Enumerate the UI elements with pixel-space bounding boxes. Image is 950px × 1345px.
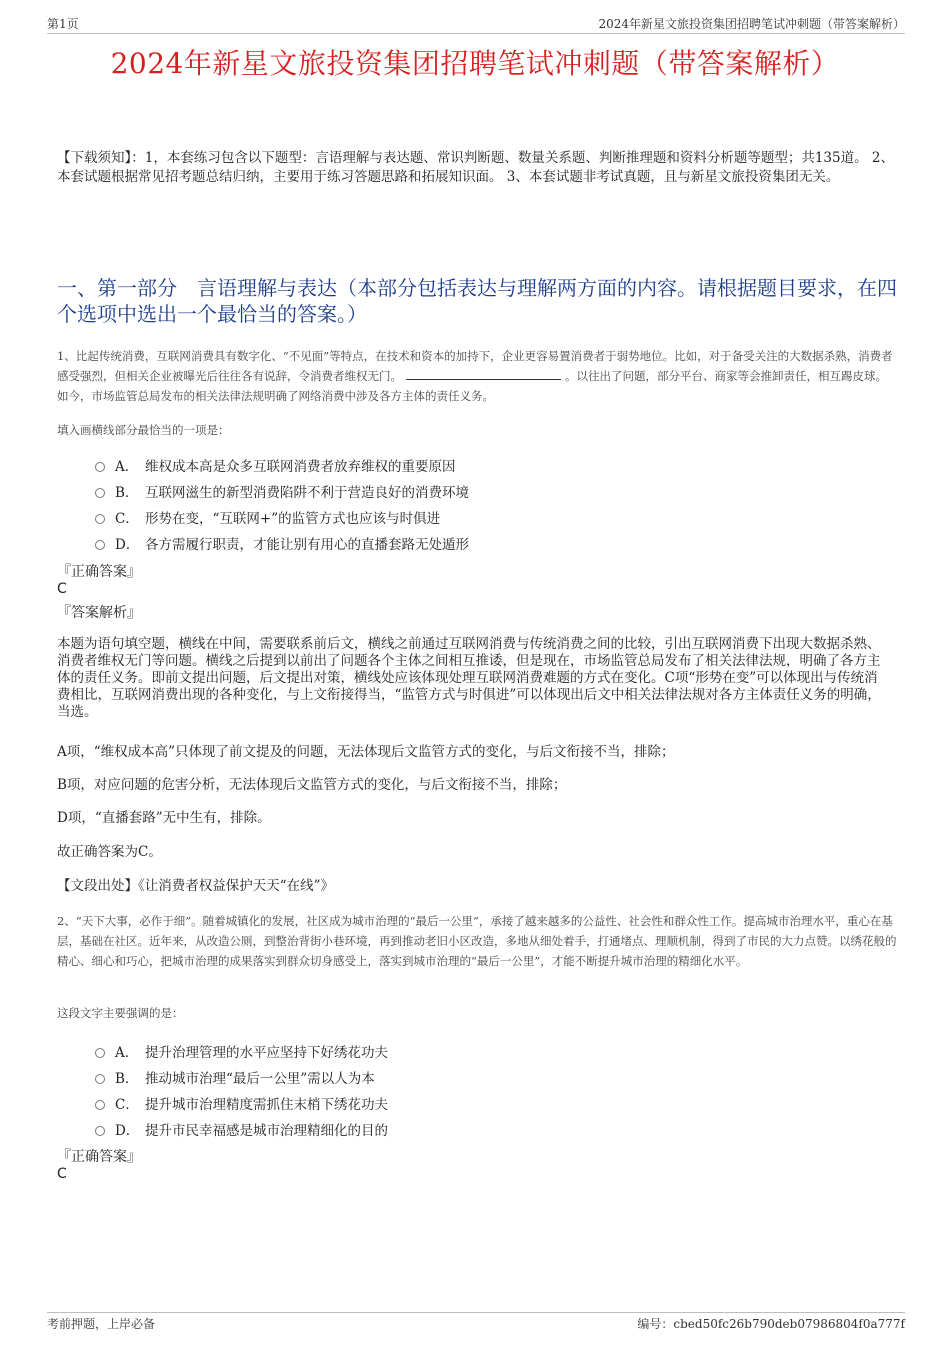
question-2-option-c[interactable] [95,1090,855,1116]
option-letter: C． [115,511,139,527]
option-letter: C． [115,1097,139,1113]
radio-icon[interactable] [95,514,105,524]
page-footer [47,1312,905,1331]
option-text: 推动城市治理“最后一公里”需以人为本 [145,1071,375,1087]
analysis-paragraph: B项，对应问题的危害分析，无法体现后文监管方式的变化，与后文衔接不当，排除； [57,777,567,793]
option-text: 提升治理管理的水平应坚持下好绣花功夫 [145,1045,388,1061]
question-2-stem: 2、“天下大事，必作于细”。随着城镇化的发展，社区成为城市治理的“最后一公里”，承接了越来越多的公益性、社会性和群众性工作。提高城市治理水平，重心在基层，基础在社区。近年来，从改造公厕，到整治背街小巷环境，再到推动老旧小区改造，多地从细处着手，打通堵点、理顺机制，得到了市民的大力点赞。以绣花般的精心、细心和巧心，把城市治理的成果落实到群众切身感受上，落实到城市治理的“最后一公里”，才能不断提升城市治理的精细化水平。 [57,914,897,968]
question-2-prompt: 这段文字主要强调的是： [57,1006,184,1020]
option-letter: D． [115,1123,140,1139]
radio-icon[interactable] [95,1100,105,1110]
option-text: 维权成本高是众多互联网消费者放弃维权的重要原因 [145,459,456,475]
footer-slogan: 考前押题，上岸必备 [47,1317,156,1331]
question-1-option-d[interactable] [95,530,855,556]
question-1-stem-before: 1、比起传统消费，互联网消费具有数字化、“不见面”等特点，在技术和资本的加持下，企业更容易置消费者于弱势地位。比如，对于备受关注的大数据杀熟，消费者感受强烈，但相关企业被曝光后往往各有说辞，令消费者维权无门。 [57,349,893,383]
option-text: 提升城市治理精度需抓住末梢下绣花功夫 [145,1097,388,1113]
option-letter: B． [115,485,139,501]
option-text: 各方需履行职责，才能让别有用心的直播套路无处遁形 [145,537,469,553]
radio-icon[interactable] [95,540,105,550]
question-1-option-a[interactable] [95,452,855,478]
question-2-option-d[interactable] [95,1116,855,1142]
question-2-options [95,1038,855,1142]
analysis-paragraph: A项，“维权成本高”只体现了前文提及的问题，无法体现后文监管方式的变化，与后文衔接不当，排除； [57,744,675,760]
radio-icon[interactable] [95,1048,105,1058]
radio-icon[interactable] [95,488,105,498]
header-doc-title: 2024年新星文旅投资集团招聘笔试冲刺题（带答案解析） [598,17,905,31]
question-1-analysis-label: 『答案解析』 [57,605,141,621]
question-2-correct-label: 『正确答案』 [57,1149,141,1165]
page-title: 2024年新星文旅投资集团招聘笔试冲刺题（带答案解析） [110,47,840,80]
option-letter: A． [115,1045,139,1061]
question-1-option-c[interactable] [95,504,855,530]
option-text: 提升市民幸福感是城市治理精细化的目的 [145,1123,388,1139]
analysis-paragraph: D项，“直播套路”无中生有，排除。 [57,810,271,826]
option-letter: D． [115,537,140,553]
question-2-option-a[interactable] [95,1038,855,1064]
option-text: 形势在变，“互联网+”的监管方式也应该与时俱进 [145,511,441,527]
question-1-prompt: 填入画横线部分最恰当的一项是： [57,423,230,437]
download-notice: 【下载须知】：1，本套练习包含以下题型：言语理解与表达题、常识判断题、数量关系题、判断推理题和资料分析题等题型；共135道。 2、本套试题根据常见招考题总结归纳，主要用于练习答题思路和拓展知识面。 3、本套试题非考试真题，且与新星文旅投资集团无关。 [57,150,894,185]
page-number: 第1页 [47,17,79,31]
question-1-stem-after: 。以往出了问题，部分平台、商家等会推卸责任，相互踢皮球。如今，市场监管总局发布的相关法律法规明确了网络消费中涉及各方主体的责任义务。 [57,369,887,403]
option-letter: B． [115,1071,139,1087]
question-1-option-b[interactable] [95,478,855,504]
page-header [47,15,905,34]
analysis-paragraph: 本题为语句填空题，横线在中间，需要联系前后文，横线之前通过互联网消费与传统消费之间的比较，引出互联网消费下出现大数据杀熟、消费者维权无门等问题。横线之后提到以前出了问题各个主体之间相互推诿，但是现在，市场监管总局发布了相关法律法规，明确了各方主体的责任义务。即前文提出问题，后文提出对策，横线处应该体现处理互联网消费难题的方式在变化。C项“形势在变”可以体现出与传统消费相比，互联网消费出现的各种变化，与上文衔接得当，“监管方式与时俱进”可以体现出后文中相关法律法规对各方主体责任义务的明确，当选。 [57,636,881,720]
option-text: 互联网滋生的新型消费陷阱不利于营造良好的消费环境 [145,485,469,501]
radio-icon[interactable] [95,1126,105,1136]
fill-blank-line [406,367,561,380]
option-letter: A． [115,459,139,475]
question-1-stem [57,346,897,406]
radio-icon[interactable] [95,1074,105,1084]
question-1-correct-label: 『正确答案』 [57,564,141,580]
radio-icon[interactable] [95,462,105,472]
analysis-paragraph: 故正确答案为C。 [57,844,162,860]
question-2-option-b[interactable] [95,1064,855,1090]
source-citation: 【文段出处】《让消费者权益保护天天“在线”》 [57,878,335,894]
question-1-answer: C [57,581,67,597]
section-heading: 一、第一部分 言语理解与表达（本部分包括表达与理解两方面的内容。请根据题目要求，在四个选项中选出一个最恰当的答案。） [57,276,897,326]
question-1-options [95,452,855,556]
question-2-answer: C [57,1166,67,1182]
footer-serial-number: 编号：cbed50fc26b790deb07986804f0a777f [637,1317,905,1331]
